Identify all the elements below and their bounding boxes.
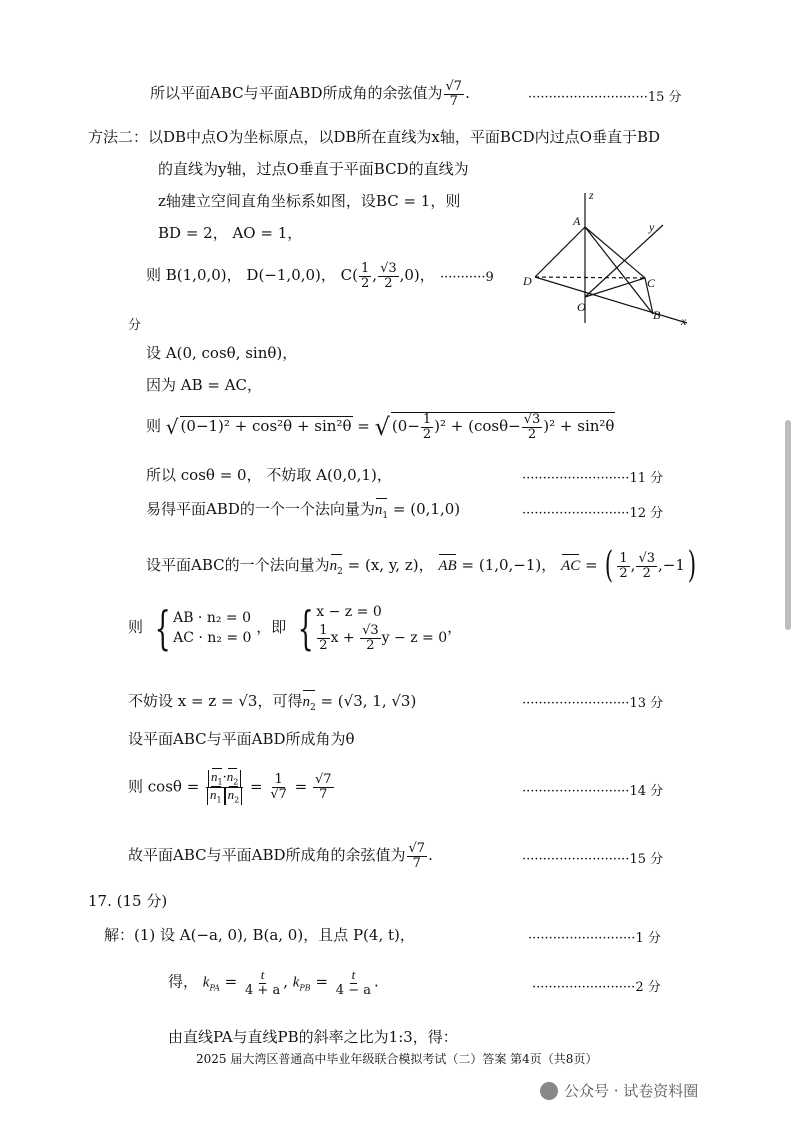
score-9-fen: 分: [128, 318, 142, 333]
angle-line: 设平面ABC与平面ABD所成角为θ: [128, 730, 355, 748]
edge-OC: [585, 278, 645, 297]
score-1: ··························1 分: [528, 931, 661, 946]
label-x: x: [681, 314, 687, 328]
method2-line-1: 方法二：以DB中点O为坐标原点，以DB所在直线为x轴，平面BCD内过点O垂直于BD: [88, 128, 661, 146]
cos-theta-line: 则 cosθ = $\frac{n_1\cdot n_2}{n_1 n_2}$ = $\frac{1}{√7}$ = $\frac{√7}{7}$: [128, 769, 332, 805]
coords-line: 则 B(1,0,0)， D(−1,0,0)， C( $\frac{1}{2}$ , $\frac{√3}{2}$ ,0)，: [146, 261, 435, 291]
question-17-heading: 17. (15 分): [88, 892, 168, 910]
score-15-a: ·····························15 分: [528, 90, 682, 105]
system-line: 则 { AB · n₂ = 0 AC · n₂ = 0 ，即 { x − z = 0 $\frac{1}{2}$ x + $\frac{√3}{2}$ y − z = 0 ，: [128, 601, 463, 656]
system-vectors: { AB · n₂ = 0 AC · n₂ = 0: [154, 601, 252, 656]
edge-AC: [585, 227, 645, 278]
label-y: y: [649, 220, 655, 234]
normal1-line: 易得平面ABD的一个一个法向量为$n_1 = (0,1,0)$: [146, 500, 461, 521]
set-a-line: 设 A(0, cosθ, sinθ)，: [146, 344, 298, 362]
watermark: 公众号 · 试卷资料圈: [540, 1080, 698, 1101]
ratio-line: 由直线PA与直线PB的斜率之比为1:3，得：: [168, 1028, 458, 1046]
score-9: ···········9: [440, 270, 494, 285]
conclusion-line: 故平面ABC与平面ABD所成角的余弦值为 $\frac{√7}{7}$ .: [128, 841, 433, 871]
because-line: 因为 AB = AC，: [146, 376, 263, 394]
normal2-line: 设平面ABC的一个法向量为$n_2 = (x$, y, z)， AB = (1,0,−1)， AC = ( $\frac{1}{2}$ , $\frac{√3}{2}$ ,−1): [146, 545, 697, 586]
slopes-line: 得， $k_{PA}$ = $\frac{t}{4 + a}$ , $k_{PB}$ = $\frac{t}{4 - a}$ .: [168, 967, 379, 998]
label-z: z: [589, 188, 594, 202]
label-D: D: [523, 274, 532, 288]
coordinate-diagram: [515, 185, 700, 330]
wechat-icon: [540, 1082, 558, 1100]
method2-line-2: 的直线为y轴，过点O垂直于平面BCD的直线为: [158, 160, 469, 178]
score-14: ··························14 分: [522, 784, 664, 799]
score-2: ·························2 分: [532, 980, 661, 995]
fraction-sqrt7-over-7: $\frac{√7}{7}$: [445, 79, 463, 109]
label-A: A: [573, 214, 581, 228]
edge-AD: [535, 227, 585, 277]
cos-zero-line: 所以 cosθ = 0， 不妨取 A(0,0,1)，: [146, 466, 392, 484]
method2-line-3: z轴建立空间直角坐标系如图，设BC = 1，则: [158, 192, 461, 210]
label-B: B: [653, 308, 661, 322]
distance-equation: 则 √ (0−1)² + cos²θ + sin²θ = √ (0− $\frac{1}{2}$ )² + (cosθ− $\frac{√3}{2}$ )² + sin²θ: [146, 412, 615, 442]
edge-AB: [585, 227, 653, 314]
score-12: ··························12 分: [522, 506, 664, 521]
solution-line-1: 解：(1) 设 A(−a, 0), B(a, 0)，且点 P(4, t)，: [104, 926, 415, 944]
cosine-result-line-1: 所以平面ABC与平面ABD所成角的余弦值为 $\frac{√7}{7}$ .: [150, 79, 470, 109]
assume-line: 不妨设 x = z = √3，可得$n_2 = (√3$, 1, √3): [128, 692, 417, 713]
score-13: ··························13 分: [522, 696, 664, 711]
score-15-b: ··························15 分: [522, 852, 664, 867]
label-C: C: [647, 276, 656, 290]
score-11: ··························11 分: [522, 471, 664, 486]
label-O: O: [577, 300, 586, 314]
page-footer: 2025 届大湾区普通高中毕业年级联合模拟考试（二）答案 第4页（共8页）: [196, 1052, 598, 1066]
x-axis: [535, 277, 687, 323]
system-equations: { x − z = 0 $\frac{1}{2}$ x + $\frac{√3}{2}$ y − z = 0: [297, 601, 448, 656]
method2-line-4: BD = 2， AO = 1，: [158, 224, 303, 242]
edge-DC-dashed: [535, 277, 645, 278]
scrollbar-thumb[interactable]: [785, 420, 791, 630]
